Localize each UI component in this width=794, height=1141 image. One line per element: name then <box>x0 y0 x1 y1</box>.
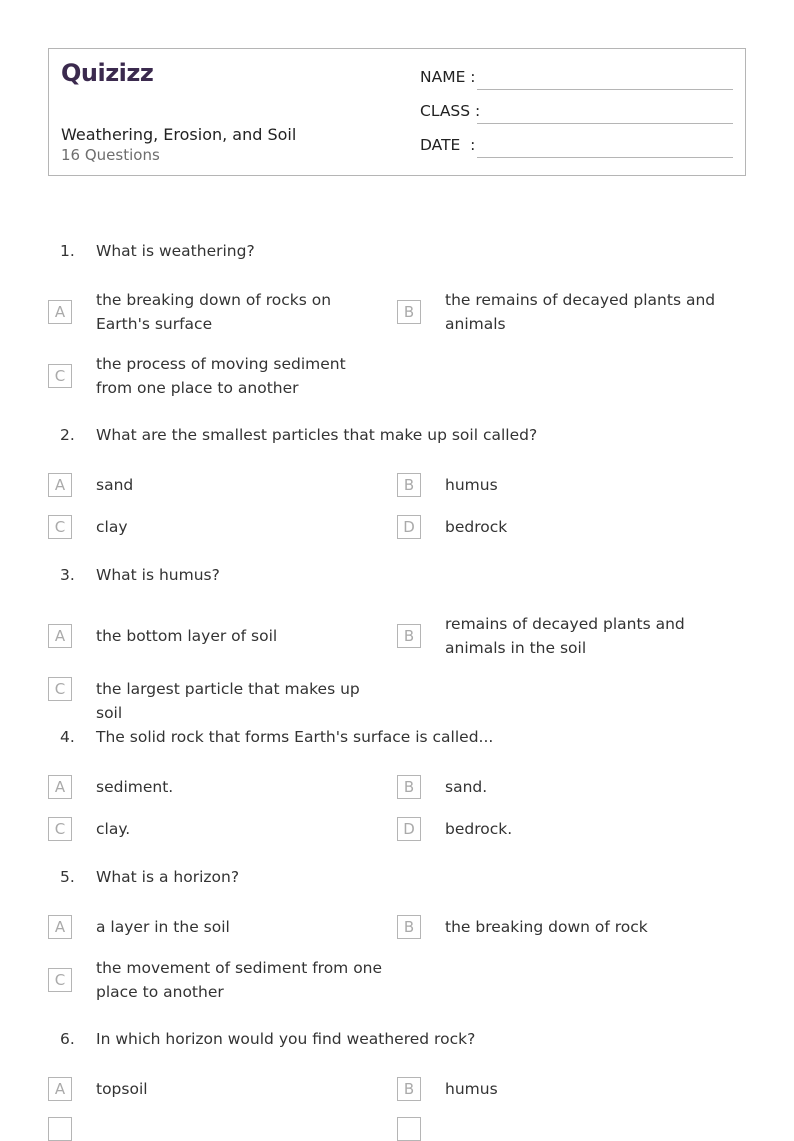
option-text: sand. <box>445 778 488 796</box>
option-letter-box: A <box>48 915 72 939</box>
option-letter-box: B <box>397 775 421 799</box>
option-text: the bottom layer of soil <box>96 627 278 645</box>
option-text: clay <box>96 518 128 536</box>
option-text: topsoil <box>96 1080 148 1098</box>
option-letter-box: C <box>48 968 72 992</box>
question-number: 5. <box>60 868 75 886</box>
option-letter-box-cut <box>397 1117 421 1141</box>
option-text: the process of moving sediment from one place to another <box>96 355 346 397</box>
question-text: What is a horizon? <box>96 868 240 886</box>
question-number: 1. <box>60 242 75 260</box>
option-text: the breaking down of rock <box>445 918 648 936</box>
question-text: What is humus? <box>96 566 220 584</box>
option-text: sediment. <box>96 778 174 796</box>
option-letter-box: D <box>397 817 421 841</box>
name-line[interactable] <box>477 89 733 90</box>
question-text: In which horizon would you find weathered rock? <box>96 1030 476 1048</box>
date-line[interactable] <box>477 157 733 158</box>
name-label: NAME : <box>420 68 476 86</box>
option-letter-box: B <box>397 624 421 648</box>
option-letter-box: C <box>48 677 72 701</box>
quizizz-logo: Quizizz <box>61 59 154 87</box>
option-letter-box-cut <box>48 1117 72 1141</box>
option-text: sand <box>96 476 134 494</box>
question-number: 2. <box>60 426 75 444</box>
question-count: 16 Questions <box>61 146 160 164</box>
option-letter-box: B <box>397 1077 421 1101</box>
option-letter-box: A <box>48 775 72 799</box>
option-letter-box: A <box>48 1077 72 1101</box>
option-text: a layer in the soil <box>96 918 230 936</box>
question-number: 3. <box>60 566 75 584</box>
option-text: humus <box>445 476 498 494</box>
option-text: the movement of sediment from one place to another <box>96 959 383 1001</box>
question-text: What is weathering? <box>96 242 255 260</box>
option-text: the largest particle that makes up soil <box>96 680 360 722</box>
option-text: clay. <box>96 820 131 838</box>
option-letter-box: A <box>48 624 72 648</box>
option-letter-box: A <box>48 473 72 497</box>
worksheet-title: Weathering, Erosion, and Soil <box>61 125 297 144</box>
question-number: 4. <box>60 728 75 746</box>
question-number: 6. <box>60 1030 75 1048</box>
option-letter-box: B <box>397 473 421 497</box>
option-text: the breaking down of rocks on Earth's surface <box>96 291 332 333</box>
question-text: The solid rock that forms Earth's surface is called... <box>96 728 494 746</box>
option-letter-box: C <box>48 817 72 841</box>
option-letter-box: C <box>48 515 72 539</box>
class-label: CLASS : <box>420 102 481 120</box>
option-letter-box: C <box>48 364 72 388</box>
option-letter-box: B <box>397 915 421 939</box>
option-letter-box: B <box>397 300 421 324</box>
question-text: What are the smallest particles that make up soil called? <box>96 426 538 444</box>
date-label: DATE : <box>420 136 476 154</box>
option-text: the remains of decayed plants and animals <box>445 291 716 333</box>
option-text: bedrock <box>445 518 508 536</box>
worksheet-header <box>48 48 746 176</box>
option-text: bedrock. <box>445 820 513 838</box>
option-text: remains of decayed plants and animals in the soil <box>445 615 685 657</box>
option-letter-box: D <box>397 515 421 539</box>
class-line[interactable] <box>477 123 733 124</box>
option-text: humus <box>445 1080 498 1098</box>
option-letter-box: A <box>48 300 72 324</box>
